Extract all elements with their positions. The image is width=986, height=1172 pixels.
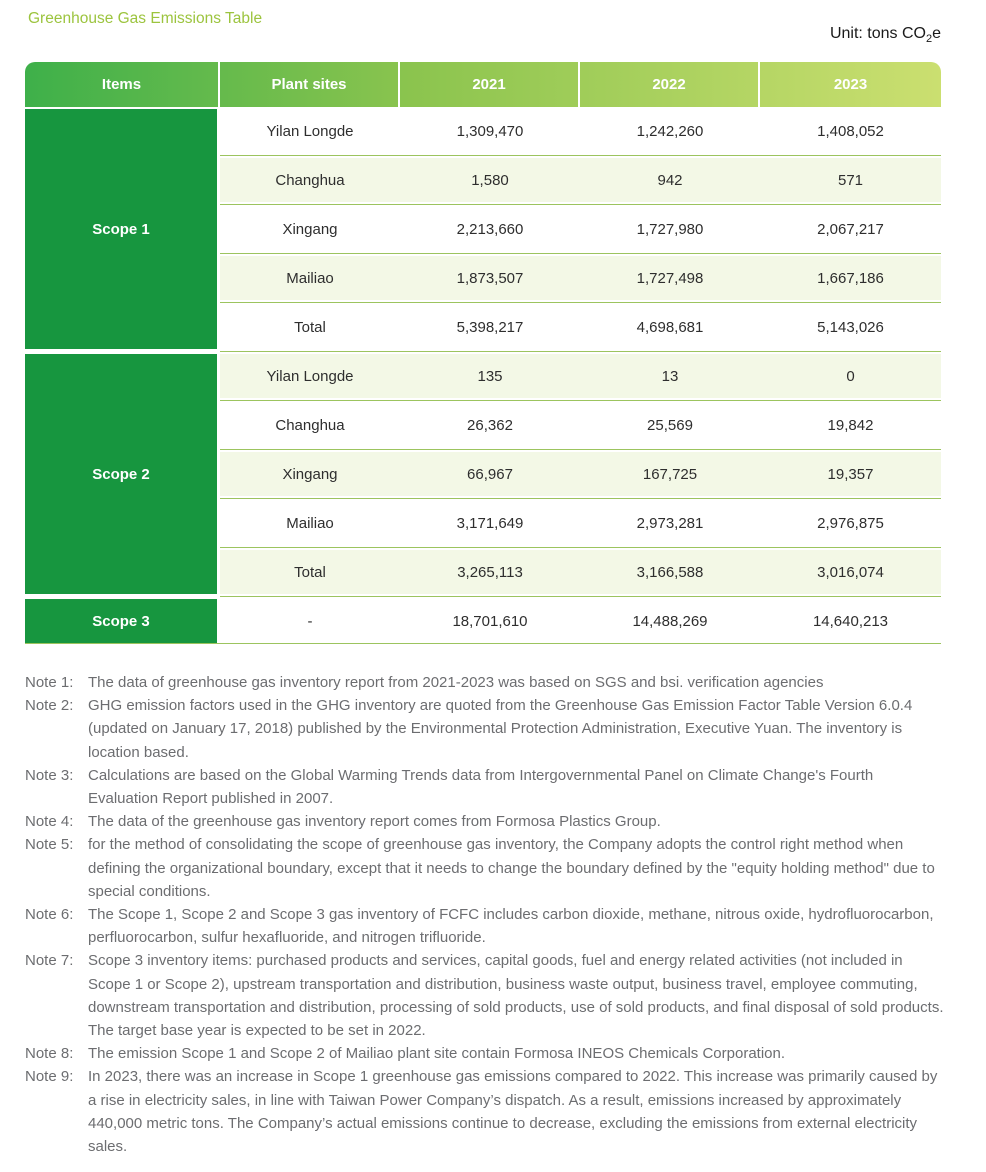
scope-group-scope-3 xyxy=(25,599,941,643)
value-cell-2022: 167,725 xyxy=(642,465,698,483)
table-row xyxy=(220,354,941,398)
note-item xyxy=(25,903,945,949)
table-row xyxy=(220,403,941,447)
plant-site-cell: Yilan Longde xyxy=(266,367,354,385)
value-cell-2022: 4,698,681 xyxy=(636,318,704,336)
scope-rows xyxy=(220,354,941,594)
table-row xyxy=(220,305,941,349)
column-header-2021: 2021 xyxy=(400,62,580,107)
table-row xyxy=(220,109,941,153)
value-cell-2022: 1,727,498 xyxy=(636,269,704,287)
note-label: Note 9: xyxy=(25,1068,74,1086)
note-text: The data of greenhouse gas inventory report from 2021-2023 was based on SGS and bsi. verification agencies xyxy=(88,674,824,691)
value-cell-2023: 1,667,186 xyxy=(817,269,884,287)
table-row xyxy=(220,207,941,251)
plant-site-cell: Changhua xyxy=(275,416,345,434)
scope-rows xyxy=(220,599,941,643)
value-cell-2023: 19,842 xyxy=(827,416,874,434)
note-label: Note 4: xyxy=(25,813,74,831)
value-cell-2021: 1,873,507 xyxy=(456,269,524,287)
note-item xyxy=(25,810,945,833)
table-row xyxy=(220,501,941,545)
scope-label: Scope 1 xyxy=(92,220,150,238)
table-row xyxy=(220,256,941,300)
emissions-table xyxy=(25,62,941,644)
plant-site-cell: Xingang xyxy=(282,465,338,483)
note-text: GHG emission factors used in the GHG inventory are quoted from the Greenhouse Gas Emission Factor Table Version 6.0.4 (updated on January 17, 2018) published by the Environmental Protection Administration, Executive Yuan. The inventory is location based. xyxy=(88,697,913,761)
top-bar xyxy=(0,0,986,62)
note-text: The Scope 1, Scope 2 and Scope 3 gas inventory of FCFC includes carbon dioxide, methane, nitrous oxide, hydrofluorocarbon, perfluorocarbon, sulfur hexafluoride, and nitrogen trifluoride. xyxy=(88,906,934,947)
scope-cell xyxy=(25,109,220,349)
plant-site-cell: Total xyxy=(294,318,326,336)
column-header-2023: 2023 xyxy=(833,76,868,93)
value-cell-2021: 135 xyxy=(477,367,503,385)
value-cell-2022: 942 xyxy=(657,171,683,189)
value-cell-2023: 14,640,213 xyxy=(812,612,889,630)
plant-site-cell: Mailiao xyxy=(286,514,334,532)
value-cell-2021: 18,701,610 xyxy=(452,612,528,630)
value-cell-2023: 5,143,026 xyxy=(817,318,884,336)
note-item xyxy=(25,671,945,694)
unit-suffix: e xyxy=(932,25,941,42)
table-bottom-border xyxy=(25,643,941,644)
scope-group-scope-1 xyxy=(25,109,941,349)
scope-group-scope-2 xyxy=(25,354,941,594)
plant-site-cell: - xyxy=(307,612,313,630)
scope-label: Scope 3 xyxy=(92,612,150,630)
note-label: Note 8: xyxy=(25,1045,74,1063)
scope-cell xyxy=(25,599,220,643)
value-cell-2022: 14,488,269 xyxy=(632,612,708,630)
value-cell-2021: 26,362 xyxy=(467,416,513,434)
unit-label xyxy=(830,25,941,45)
value-cell-2023: 2,976,875 xyxy=(817,514,884,532)
unit-prefix: Unit: tons CO xyxy=(829,25,926,42)
value-cell-2023: 1,408,052 xyxy=(817,122,884,140)
scope-label: Scope 2 xyxy=(92,465,150,483)
note-label: Note 6: xyxy=(25,906,74,924)
value-cell-2023: 0 xyxy=(846,367,855,385)
value-cell-2022: 2,973,281 xyxy=(636,514,704,532)
value-cell-2021: 3,171,649 xyxy=(456,514,524,532)
table-row xyxy=(220,158,941,202)
table-header-row xyxy=(25,62,941,107)
value-cell-2023: 571 xyxy=(837,171,864,189)
page-title: Greenhouse Gas Emissions Table xyxy=(28,10,263,27)
note-text: The data of the greenhouse gas inventory report comes from Formosa Plastics Group. xyxy=(88,813,661,831)
note-item xyxy=(25,833,945,903)
value-cell-2021: 3,265,113 xyxy=(457,563,523,581)
column-header-2022: 2022 xyxy=(580,62,760,107)
plant-site-cell: Changhua xyxy=(275,171,345,189)
column-header-items: Items xyxy=(25,62,220,107)
note-label: Note 3: xyxy=(25,766,74,784)
table-row xyxy=(220,452,941,496)
table-body xyxy=(25,109,941,643)
value-cell-2021: 2,213,660 xyxy=(456,220,524,238)
value-cell-2022: 13 xyxy=(661,367,679,385)
value-cell-2021: 1,580 xyxy=(471,171,509,189)
value-cell-2021: 66,967 xyxy=(467,465,513,483)
plant-site-cell: Total xyxy=(294,563,326,581)
value-cell-2023: 19,357 xyxy=(827,465,874,483)
value-cell-2021: 5,398,217 xyxy=(456,318,524,336)
notes xyxy=(25,671,945,1172)
value-cell-2023: 2,067,217 xyxy=(817,220,884,238)
note-label: Note 2: xyxy=(25,697,74,715)
note-text: Scope 3 inventory items: purchased products and services, capital goods, fuel and energy related activities (not included in Scope 1 or Scope 2), upstream transportation and distribution, business waste output, business travel, employee commuting, downstream transportation and distribution, processing of sold products, use of sold products, and final disposal of sold products. The target base year is expected to be set in 2022. xyxy=(88,952,944,1040)
column-header-plant-sites: Plant sites xyxy=(220,62,400,107)
plant-site-cell: Yilan Longde xyxy=(266,122,354,140)
note-label: Note 1: xyxy=(25,674,74,691)
table-row xyxy=(220,550,941,594)
note-text: for the method of consolidating the scope of greenhouse gas inventory, the Company adopts the control right method when defining the organizational boundary, except that it needs to change the boundary defined by the "equity holding method" due to special conditions. xyxy=(88,836,935,900)
note-text: The emission Scope 1 and Scope 2 of Mailiao plant site contain Formosa INEOS Chemicals Corporation. xyxy=(88,1045,786,1063)
note-item xyxy=(25,1042,945,1065)
note-text: Calculations are based on the Global Warming Trends data from Intergovernmental Panel on Climate Change's Fourth Evaluation Report published in 2007. xyxy=(88,766,874,808)
note-label: Note 5: xyxy=(25,836,74,854)
value-cell-2023: 3,016,074 xyxy=(817,563,884,581)
value-cell-2022: 3,166,588 xyxy=(636,563,704,581)
value-cell-2021: 1,309,470 xyxy=(456,122,524,140)
scope-cell xyxy=(25,354,220,594)
unit-subscript: 2 xyxy=(925,33,933,46)
note-item xyxy=(25,1065,945,1158)
note-text: In 2023, there was an increase in Scope 1 greenhouse gas emissions compared to 2022. This increase was primarily caused by a rise in electricity sales, in line with Taiwan Power Company’s dispatch. As a result, emissions increased by approximately 440,000 metric tons. The Company’s actual emissions continue to decrease, excluding the emissions from external electricity sales. xyxy=(88,1068,938,1156)
scope-rows xyxy=(220,109,941,349)
plant-site-cell: Mailiao xyxy=(286,269,334,287)
note-item xyxy=(25,949,945,1042)
note-label: Note 7: xyxy=(25,952,74,970)
note-item xyxy=(25,764,945,810)
table-row xyxy=(220,599,941,643)
value-cell-2022: 1,242,260 xyxy=(636,122,704,140)
value-cell-2022: 1,727,980 xyxy=(636,220,704,238)
note-item xyxy=(25,694,945,764)
plant-site-cell: Xingang xyxy=(282,220,338,238)
value-cell-2022: 25,569 xyxy=(647,416,693,434)
